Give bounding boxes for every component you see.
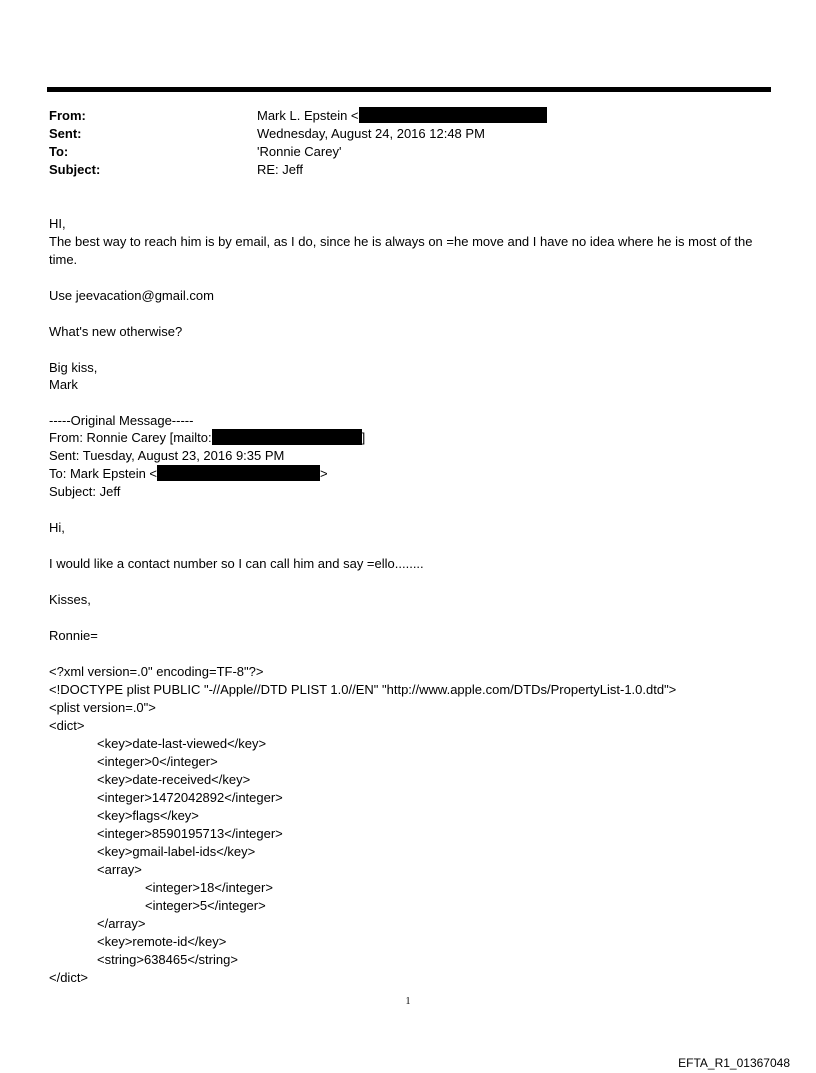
header-top-rule — [47, 87, 771, 92]
sent-value: Wednesday, August 24, 2016 12:48 PM — [257, 126, 485, 141]
original-from-suffix: ] — [361, 430, 366, 445]
original-signature: Ronnie= — [49, 628, 98, 643]
original-from — [49, 429, 365, 447]
original-to-prefix: To: Mark Epstein < — [49, 466, 158, 481]
plist-line: <key>flags</key> — [97, 808, 199, 823]
original-separator: -----Original Message----- — [49, 413, 194, 428]
from-value — [257, 107, 547, 125]
reply-body: The best way to reach him is by email, as I do, since he is always on =he move and I have no idea where he is most of the time. — [49, 234, 753, 267]
plist-line: <integer>18</integer> — [145, 880, 273, 895]
plist-line: <key>gmail-label-ids</key> — [97, 844, 256, 859]
plist-line: <key>date-received</key> — [97, 772, 251, 787]
plist-line: <string>638465</string> — [97, 952, 238, 967]
plist-line: </array> — [97, 916, 146, 931]
redaction-box — [359, 107, 547, 123]
plist-line: <plist version=.0"> — [49, 700, 156, 715]
from-label: From: — [49, 108, 86, 123]
original-body: I would like a contact number so I can call him and say =ello........ — [49, 556, 424, 571]
plist-line: <?xml version=.0" encoding=TF-8"?> — [49, 664, 264, 679]
plist-line: <array> — [97, 862, 142, 877]
document-id: EFTA_R1_01367048 — [678, 1056, 790, 1070]
redaction-box — [157, 465, 320, 481]
reply-greeting: HI, — [49, 216, 66, 231]
sent-label: Sent: — [49, 126, 82, 141]
plist-line: <integer>5</integer> — [145, 898, 266, 913]
plist-line: <integer>1472042892</integer> — [97, 790, 283, 805]
plist-line: <key>date-last-viewed</key> — [97, 736, 267, 751]
plist-line: <integer>8590195713</integer> — [97, 826, 283, 841]
original-signoff: Kisses, — [49, 592, 91, 607]
plist-line: <integer>0</integer> — [97, 754, 218, 769]
from-name: Mark L. Epstein < — [257, 108, 359, 123]
reply-question: What's new otherwise? — [49, 324, 183, 339]
to-label: To: — [49, 144, 69, 159]
original-greeting: Hi, — [49, 520, 65, 535]
original-from-prefix: From: Ronnie Carey [mailto: — [49, 430, 212, 445]
original-sent: Sent: Tuesday, August 23, 2016 9:35 PM — [49, 448, 285, 463]
page-number: 1 — [405, 996, 411, 1007]
plist-line: <!DOCTYPE plist PUBLIC "-//Apple//DTD PLIST 1.0//EN" "http://www.apple.com/DTDs/PropertyList-1.0.dtd"> — [49, 682, 677, 697]
to-value: 'Ronnie Carey' — [257, 144, 342, 159]
plist-line: </dict> — [49, 970, 89, 985]
original-to — [49, 465, 328, 483]
plist-line: <dict> — [49, 718, 85, 733]
reply-signoff: Big kiss, — [49, 360, 98, 375]
reply-signature: Mark — [49, 377, 78, 392]
subject-label: Subject: — [49, 162, 101, 177]
reply-email-line: Use jeevacation@gmail.com — [49, 288, 214, 303]
original-to-suffix: > — [320, 466, 328, 481]
plist-line: <key>remote-id</key> — [97, 934, 227, 949]
subject-value: RE: Jeff — [257, 162, 304, 177]
original-subject: Subject: Jeff — [49, 484, 121, 499]
redaction-box — [212, 429, 362, 445]
